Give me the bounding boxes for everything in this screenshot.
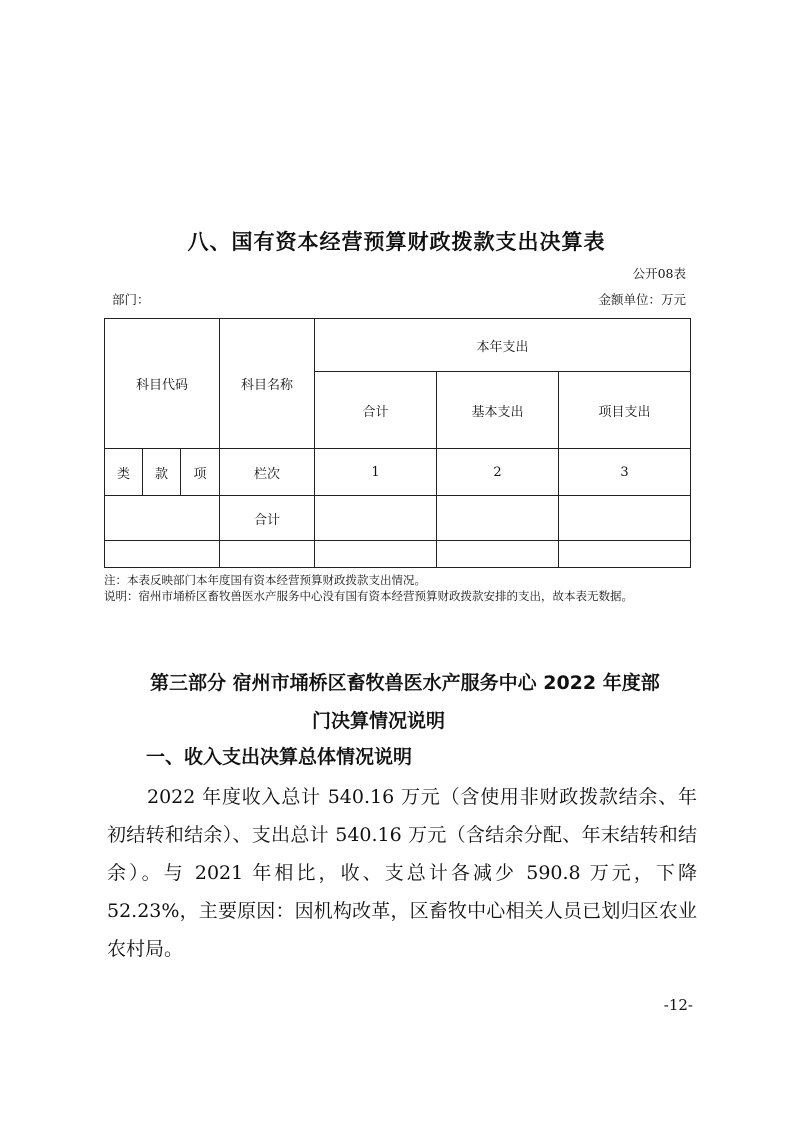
column-index-3: 3 [559,449,691,496]
empty-row-name-cell [220,541,315,568]
note-explanation: 说明：宿州市埇桥区畜牧兽医水产服务中心没有国有资本经营预算财政拨款安排的支出，故本表无数据。 [104,589,633,603]
sub-header-xiang: 项 [181,449,220,496]
header-subject-code: 科目代码 [105,319,220,449]
empty-row-code-cell [105,541,220,568]
sub-header-lei: 类 [105,449,143,496]
part-three-heading-line-2: 门决算情况说明 [312,710,446,732]
header-basic-expenditure: 基本支出 [437,372,559,449]
sub-header-kuan: 款 [143,449,181,496]
section-one-body: 2022 年度收入总计 540.16 万元（含使用非财政拨款结余、年初结转和结余）、支出总计 540.16 万元（含结余分配、年末结转和结余）。与 2021 年相比，收、支总计各减少 590.8 万元，下降 52.23%，主要原因：因机构改革，区畜牧中心相关人员已划归区农业农村局。 [107,786,697,960]
table-notes [104,572,694,604]
page-number: -12- [663,996,693,1014]
total-row-project-cell [559,496,691,541]
row-index-label: 栏次 [220,449,315,496]
header-project-expenditure: 项目支出 [559,372,691,449]
column-index-2: 2 [437,449,559,496]
expenditure-table [104,318,691,568]
form-code: 公开08表 [632,266,686,281]
empty-row-total-cell [315,541,437,568]
header-subject-name: 科目名称 [220,319,315,449]
empty-row-project-cell [559,541,691,568]
department-label: 部门： [112,292,150,307]
header-current-year-expenditure: 本年支出 [315,319,691,372]
unit-label: 金额单位：万元 [598,292,686,307]
header-total: 合计 [315,372,437,449]
empty-row-basic-cell [437,541,559,568]
total-row-total-cell [315,496,437,541]
column-index-1: 1 [315,449,437,496]
section-one-heading: 一、收入支出决算总体情况说明 [146,746,413,768]
total-row-basic-cell [437,496,559,541]
total-row-code-cell [105,496,220,541]
total-row-label: 合计 [220,496,315,541]
page-title: 八、国有资本经营预算财政拨款支出决算表 [187,230,606,254]
note-scope: 注：本表反映部门本年度国有资本经营预算财政拨款支出情况。 [104,573,426,587]
part-three-heading-line-1: 第三部分 宿州市埇桥区畜牧兽医水产服务中心 2022 年度部 [150,672,660,694]
